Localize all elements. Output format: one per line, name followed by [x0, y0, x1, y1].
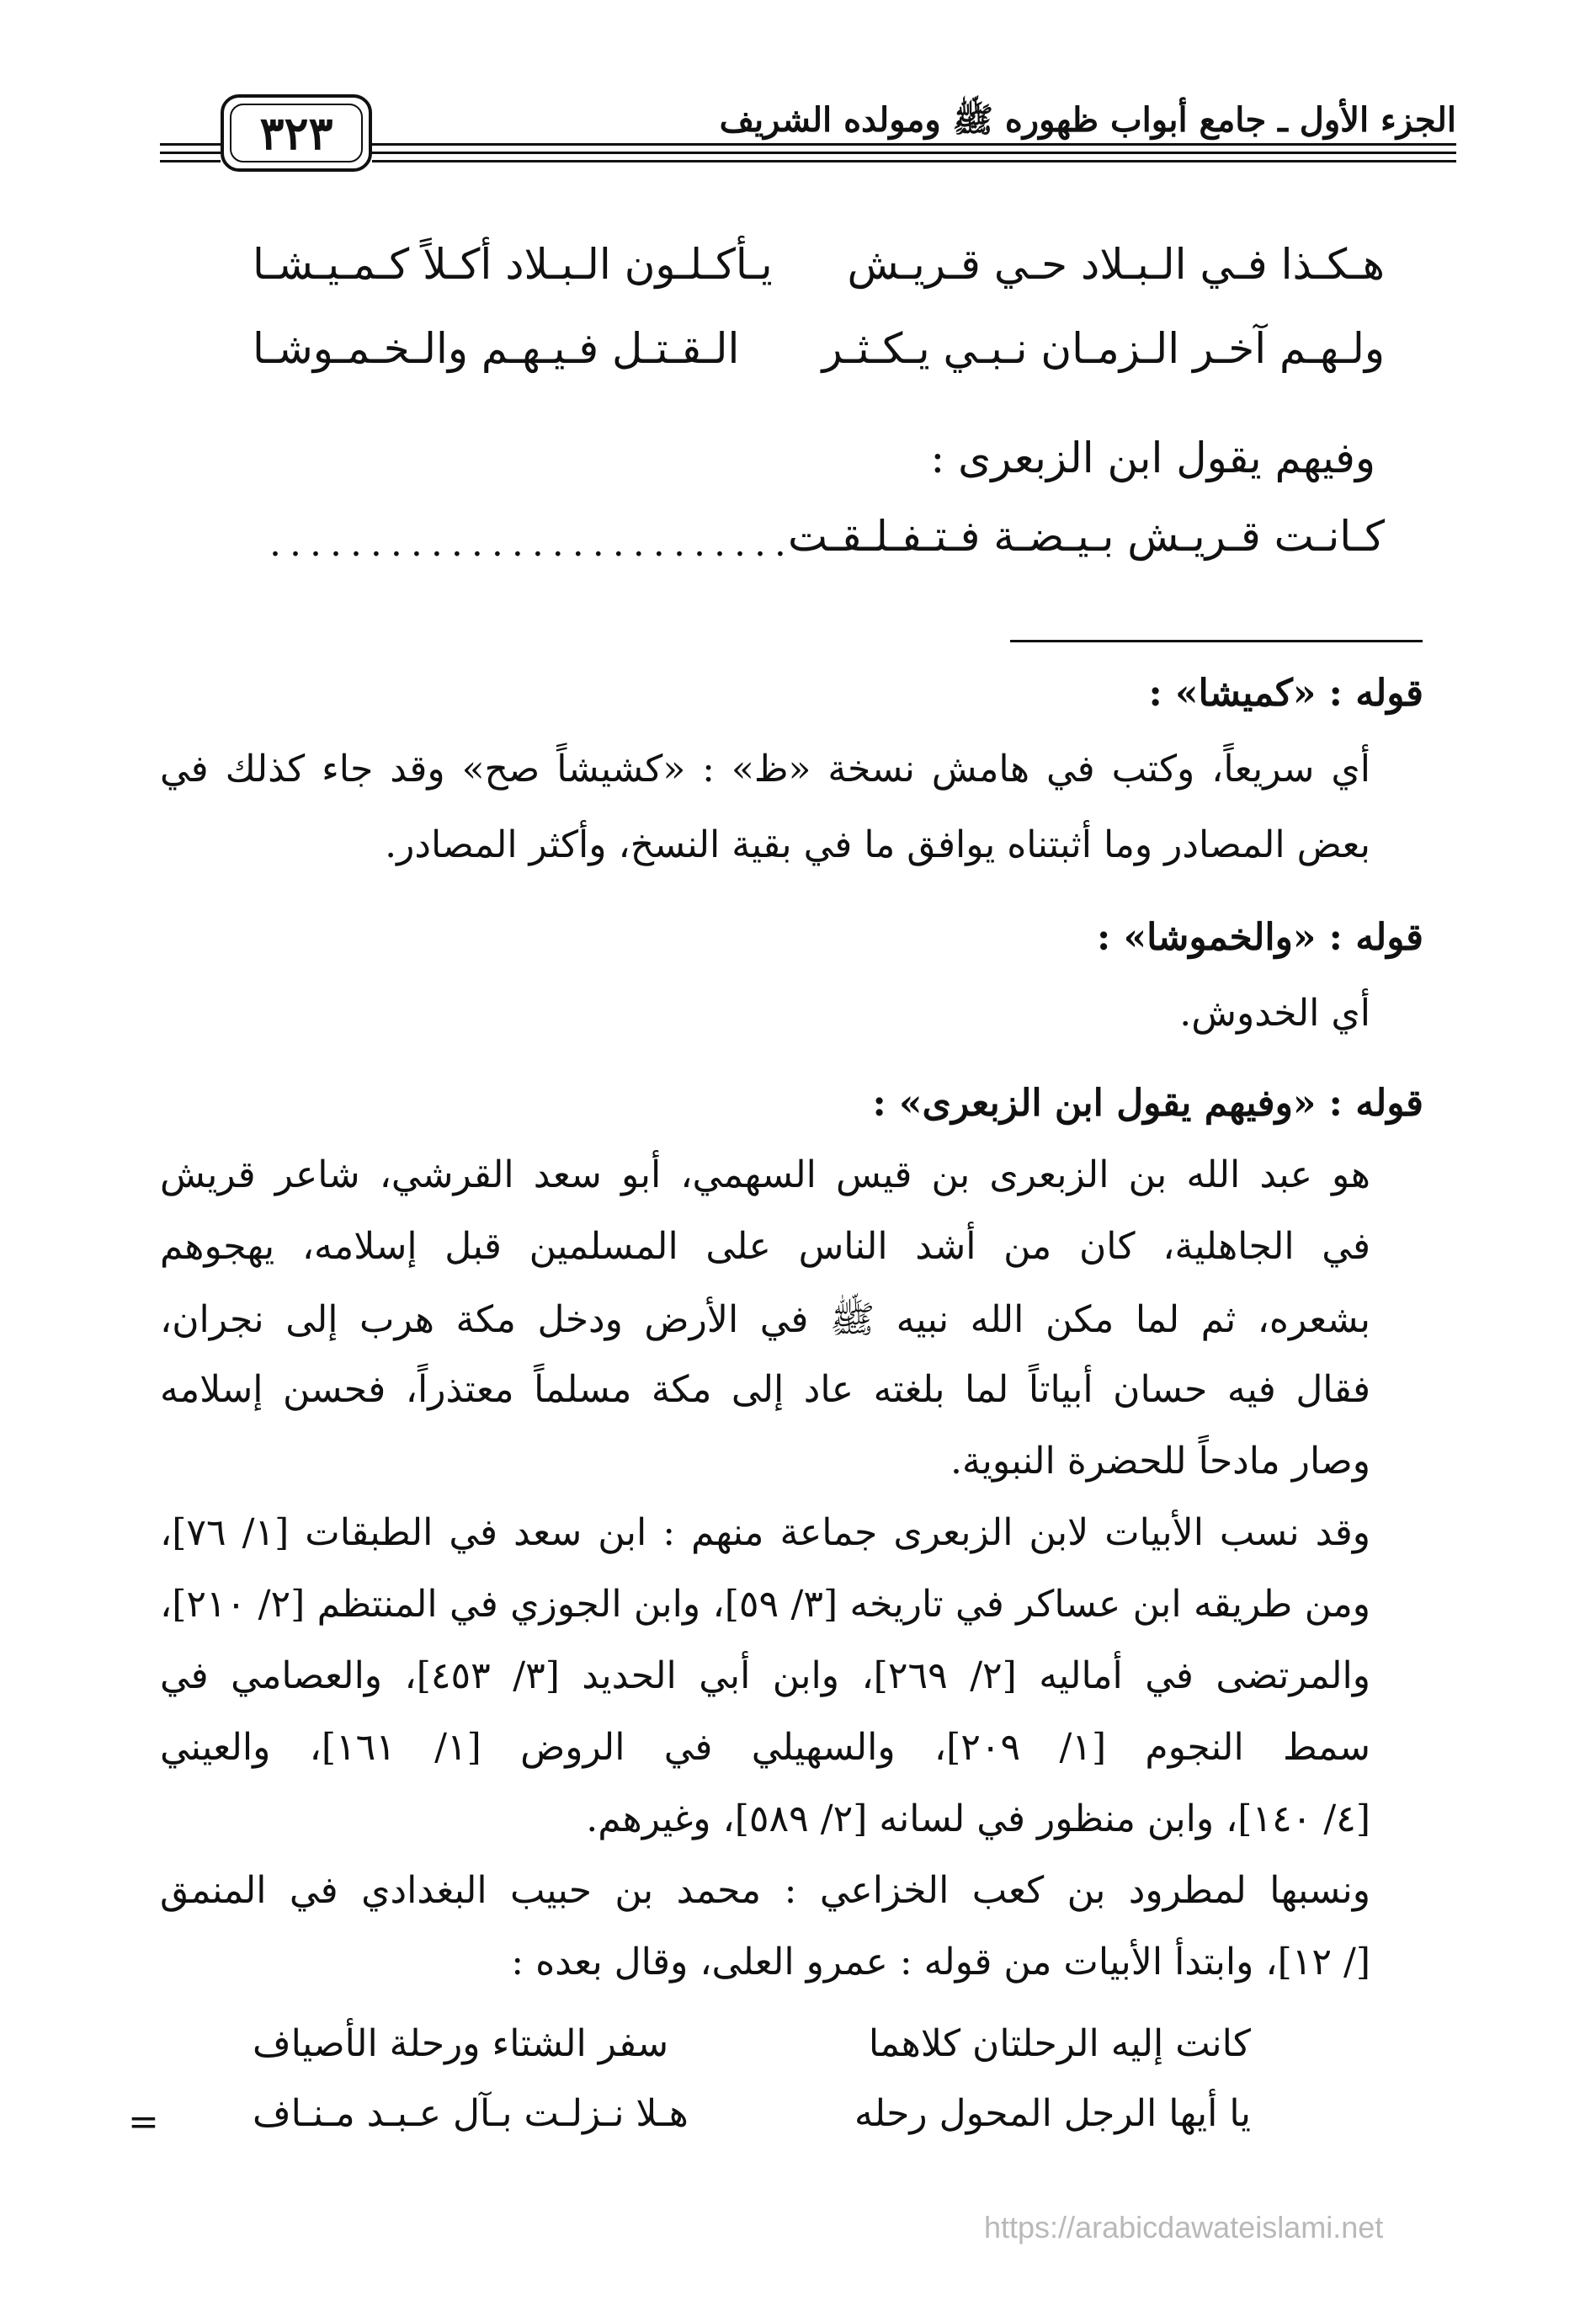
verse-1 — [160, 240, 1385, 307]
note-line: والمرتضى في أماليه [٢/ ٢٦٩]، وابن أبي الحديد [٣/ ٤٥٣]، والعصامي في — [160, 1654, 1371, 1697]
quoted-verse-2-first-hemistich: يا أيها الرجل المحول رحله — [854, 2092, 1251, 2135]
note-line: بعض المصادر وما أثبتناه يوافق ما في بقية النسخ، وأكثر المصادر. — [385, 823, 1370, 866]
note-line: ومن طريقه ابن عساكر في تاريخه [٣/ ٥٩]، وابن الجوزي في المنتظم [٢/ ٢١٠]، — [160, 1583, 1371, 1626]
verse-1-first-hemistich: هـكـذا فـي الـبـلاد حـي قـريـش — [847, 240, 1385, 289]
header-rule — [372, 152, 1456, 154]
note-line: في الجاهلية، كان من أشد الناس على المسلمين قبل إسلامه، يهجوهم — [160, 1225, 1370, 1268]
header-rule — [372, 143, 1456, 146]
note-term: «وفيهم يقول ابن الزبعرى» : — [872, 1082, 1317, 1125]
quoted-verse-2-second-hemistich: هـلا نـزلـت بـآل عـبـد مـنـاف — [253, 2092, 689, 2135]
note-label — [1148, 672, 1423, 715]
page-number-frame — [221, 94, 372, 172]
header-rule — [372, 160, 1456, 162]
note-line: وقد نسب الأبيات لابن الزبعرى جماعة منهم : ابن سعد في الطبقات [١/ ٧٦]، — [160, 1511, 1370, 1554]
verse-intro: وفيهم يقول ابن الزبعرى : — [930, 434, 1375, 482]
note-line: أي الخدوش. — [1179, 992, 1370, 1035]
note-term: «كميشا» : — [1148, 672, 1317, 715]
note-line: هو عبد الله بن الزبعرى بن قيس السهمي، أبو سعد القرشي، شاعر قريش — [160, 1153, 1370, 1196]
ellipsis-dots: .................... — [269, 522, 673, 565]
note-label — [1097, 916, 1423, 959]
verse-2-second-hemistich: الـقـتـل فـيـهـم والـخـمـوشـا — [253, 324, 740, 373]
ellipsis-dots: ...... — [673, 522, 795, 565]
continuation-mark: = — [128, 2101, 159, 2143]
note-term: «والخموشا» : — [1097, 916, 1317, 959]
note-line: فقال فيه حسان أبياتاً لما بلغته عاد إلى مكة مسلماً معتذراً، فحسن إسلامه — [160, 1368, 1370, 1411]
verse-2-first-hemistich: ولـهـم آخـر الـزمـان نـبـي يـكـثـر — [822, 324, 1385, 373]
note-label — [872, 1082, 1423, 1125]
header-rule — [160, 152, 221, 154]
note-line: سمط النجوم [١/ ٢٠٩]، والسهيلي في الروض [١/ ١٦١]، والعيني — [160, 1726, 1371, 1769]
quoted-verse-1-first-hemistich: كانت إليه الرحلتان كلاهما — [868, 2022, 1251, 2065]
watermark-url: https://arabicdawateislami.net — [984, 2210, 1384, 2244]
note-q-word: قوله : — [1328, 672, 1423, 715]
verse-3-first-hemistich: كـانـت قـريـش بـيـضـة فـتـفـلـقـت — [787, 512, 1385, 561]
note-line: أي سريعاً، وكتب في هامش نسخة «ظ» : «كشيشاً صح» وقد جاء كذلك في — [160, 748, 1370, 791]
verse-1-second-hemistich: يـأكـلـون الـبـلاد أكـلاً كـمـيـشـا — [253, 240, 773, 289]
header-rule — [160, 160, 221, 162]
note-line: [/ ١٢]، وابتدأ الأبيات من قوله : عمرو العلى، وقال بعده : — [511, 1941, 1370, 1984]
footnote-divider — [1010, 640, 1423, 642]
header-rule — [160, 143, 221, 146]
note-q-word: قوله : — [1328, 916, 1423, 959]
quoted-verse-1-second-hemistich: سفر الشتاء ورحلة الأصياف — [253, 2022, 669, 2065]
note-q-word: قوله : — [1328, 1082, 1423, 1125]
note-line: وصار مادحاً للحضرة النبوية. — [950, 1440, 1370, 1483]
quoted-verse-2 — [160, 2092, 1251, 2146]
page-number: ٣٢٣ — [230, 104, 363, 162]
note-line: بشعره، ثم لما مكن الله نبيه ﷺ في الأرض ودخل مكة هرب إلى نجران، — [160, 1298, 1370, 1341]
page-header — [160, 84, 1456, 185]
running-head: الجزء الأول ـ جامع أبواب ظهوره ﷺ ومولده الشريف — [719, 100, 1456, 140]
verse-2 — [160, 324, 1385, 391]
note-line: ونسبها لمطرود بن كعب الخزاعي : محمد بن حبيب البغدادي في المنمق — [160, 1869, 1370, 1912]
quoted-verse-1 — [160, 2022, 1251, 2076]
note-line: [٤/ ١٤٠]، وابن منظور في لسانه [٢/ ٥٨٩]، وغيرهم. — [586, 1797, 1370, 1840]
